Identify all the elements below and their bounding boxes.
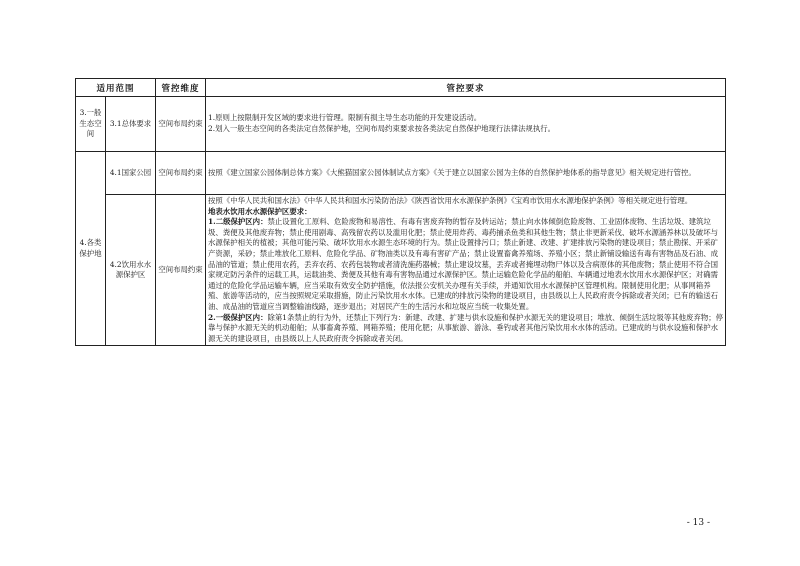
row-category: 3.一般生态空间: [76, 97, 106, 152]
first-level-zone-label: 2.一级保护区内：: [208, 312, 268, 322]
requirement-heading: 地表水饮用水水源保护区要求：: [208, 206, 312, 216]
row-requirements: [206, 97, 726, 152]
row-subcategory: 4.1国家公园: [106, 152, 156, 195]
row-dimension: 空间布局约束: [156, 152, 206, 195]
control-requirements-table: [75, 78, 726, 346]
requirement-paragraph: 1.原则上按限制开发区域的要求进行管理。限制有损主导生态功能的开发建设活动。: [208, 113, 482, 123]
header-requirements: 管控要求: [206, 79, 726, 97]
row-category: 4.各类保护地: [76, 152, 106, 346]
requirement-paragraph: 按照《建立国家公园体制总体方案》《大熊猫国家公园体制试点方案》《关于建立以国家公园为主体的自然保护地体系的指导意见》相关规定进行管控。: [208, 167, 696, 177]
table-row: [76, 97, 726, 152]
second-level-zone-label: 1.二级保护区内：: [208, 217, 268, 227]
requirement-paragraph: 按照《中华人民共和国水法》《中华人民共和国水污染防治法》《陕西省饮用水水源保护条例》《宝鸡市饮用水水源地保护条例》等相关规定进行管理。: [208, 196, 693, 205]
table-row: [76, 152, 726, 195]
header-dimension: 管控维度: [156, 79, 206, 97]
first-level-zone-text: 除第1条禁止的行为外，还禁止下列行为：新建、改建、扩建与供水设施和保护水源无关的建设项目；堆放、倾倒生活垃圾等其他废弃物；停靠与保护水源无关的机动船舶；从事畜禽养殖、网箱养殖；使用化肥；从事旅游、游泳、垂钓或者其他污染饮用水水体的活动。已建成的与供水设施和保护水源无关的建设项目，由县级以上人民政府责令拆除或者关闭。: [208, 312, 724, 343]
requirement-paragraph: 2.划入一般生态空间的各类法定自然保护地，空间布局约束要求按各类法定自然保护地现行法律法规执行。: [208, 124, 556, 133]
second-level-zone-text: 禁止设置化工原料、危险废物和易溶性、有毒有害废弃物的暂存及转运站；禁止向水体倾倒危险废物、工业固体废物、生活垃圾、建筑垃圾、粪便及其他废弃物；禁止使用剧毒、高残留农药以及滥用化肥；禁止使用炸药、毒药捕杀鱼类和其他生物；禁止非更新采伐、破坏水源涵养林以及破坏与水源保护相关的植被；其他可能污染、破坏饮用水水源生态环境的行为。禁止设置排污口；禁止新建、改建、扩建排放污染物的建设项目；禁止勘探、开采矿产资源，采砂；禁止堆放化工原料、危险化学品、矿物油类以及有毒有害矿产品；禁止设置畜禽养殖场、养殖小区；禁止新铺设输送有毒有害物品及石油、成品油的管道；禁止使用农药，丢弃农药、农药包装物或者清洗施药器械；禁止建设坟墓，丢弃或者掩埋动物尸体以及含病原体的其他废物；禁止使用不符合国家规定防污条件的运载工具，运载油类、粪便及其他有毒有害物品通过水源保护区。禁止运输危险化学品的船舶、车辆通过地表水饮用水水源保护区；对确需通过的危险化学品运输车辆，应当采取有效安全防护措施，依法报公安机关办理有关手续，并通知饮用水水源保护区管理机构。限制使用化肥；从事网箱养殖、旅游等活动的，应当按照规定采取措施，防止污染饮用水水体。已建成的排放污染物的建设项目，由县级以上人民政府责令拆除或者关闭；已有的输送石油、成品油的管道应当调整输油线路，逐步退出；对居民产生的生活污水和垃圾应当统一收集处置。: [208, 217, 718, 311]
row-dimension: 空间布局约束: [156, 97, 206, 152]
header-scope: 适用范围: [76, 79, 156, 97]
table-header-row: [76, 79, 726, 97]
row-requirements: [206, 195, 726, 346]
requirement-paragraph: [208, 217, 723, 312]
row-dimension: 空间布局约束: [156, 195, 206, 346]
page-number: - 13 -: [686, 518, 710, 528]
requirement-paragraph: [208, 313, 723, 345]
table-row: [76, 195, 726, 346]
row-requirements: [206, 152, 726, 195]
row-subcategory: 4.2饮用水水源保护区: [106, 195, 156, 346]
row-subcategory: 3.1总体要求: [106, 97, 156, 152]
